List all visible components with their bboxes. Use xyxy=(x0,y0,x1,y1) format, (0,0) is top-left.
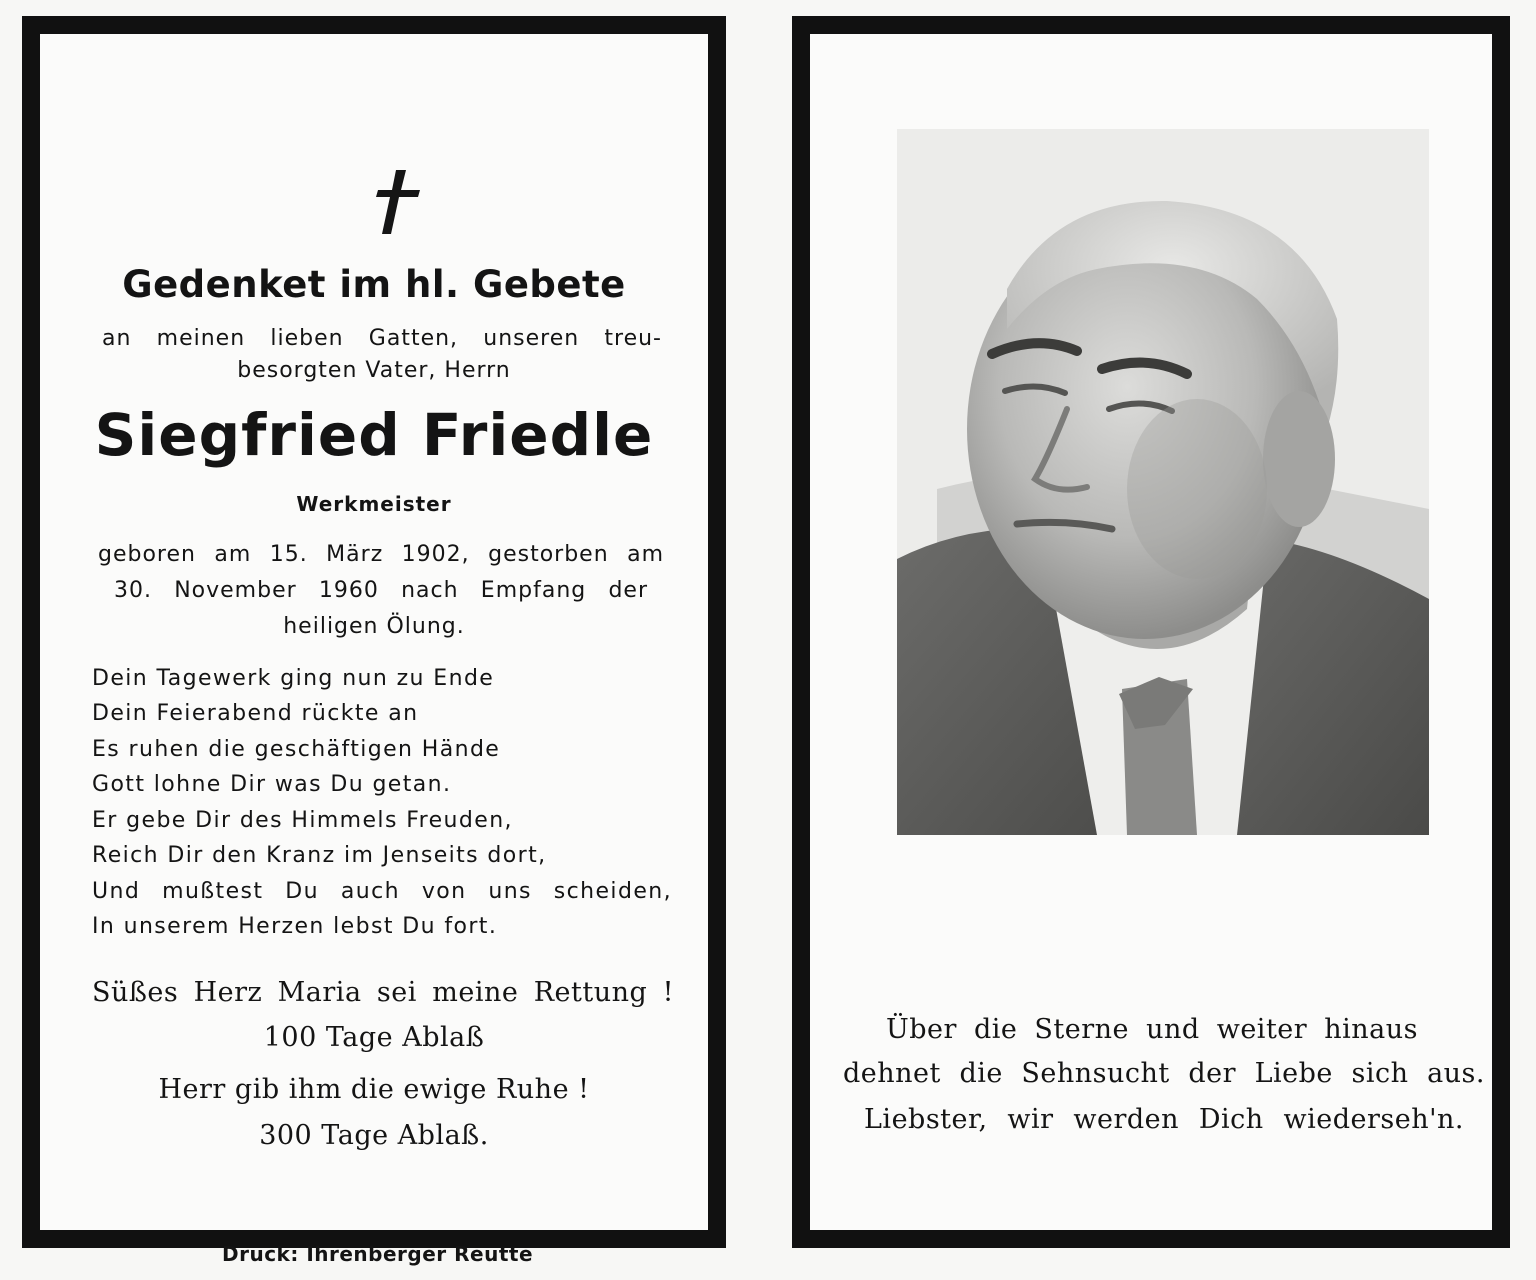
prayer-line: Süßes Herz Maria sei meine Rettung ! xyxy=(92,977,674,1008)
dates-line: heiligen Ölung. xyxy=(283,614,465,639)
dates-line: geboren am 15. März 1902, gestorben am xyxy=(98,542,664,567)
poem-line: In unserem Herzen lebst Du fort. xyxy=(92,914,498,939)
intro-line: an meinen lieben Gatten, unseren treu- xyxy=(102,326,662,351)
right-card xyxy=(792,16,1510,1248)
poem-line: Er gebe Dir des Himmels Freuden, xyxy=(92,808,513,833)
prayer-line: Herr gib ihm die ewige Ruhe ! xyxy=(158,1074,590,1105)
poem-line: Und mußtest Du auch von uns scheiden, xyxy=(92,879,672,904)
left-card xyxy=(22,16,726,1248)
verse-line: dehnet die Sehnsucht der Liebe sich aus. xyxy=(843,1058,1485,1089)
poem-line: Reich Dir den Kranz im Jenseits dort, xyxy=(92,843,547,868)
poem-line: Dein Tagewerk ging nun zu Ende xyxy=(92,666,495,691)
portrait-photo xyxy=(897,129,1429,835)
poem-line: Dein Feierabend rückte an xyxy=(92,701,419,726)
indulgence-line: 300 Tage Ablaß. xyxy=(259,1120,489,1151)
verse-line: Über die Sterne und weiter hinaus xyxy=(886,1014,1418,1045)
headline: Gedenket im hl. Gebete xyxy=(122,263,626,306)
deceased-name: Siegfried Friedle xyxy=(94,401,654,469)
intro-line: besorgten Vater, Herrn xyxy=(237,358,511,383)
dates-line: 30. November 1960 nach Empfang der xyxy=(114,578,648,603)
printer-credit: Druck: Ihrenberger Reutte xyxy=(222,1242,534,1266)
poem-line: Es ruhen die geschäftigen Hände xyxy=(92,737,501,762)
poem-line: Gott lohne Dir was Du getan. xyxy=(92,772,452,797)
occupation-title: Werkmeister xyxy=(296,492,452,516)
cross-icon xyxy=(374,170,434,234)
verse-line: Liebster, wir werden Dich wiederseh'n. xyxy=(864,1104,1464,1135)
indulgence-line: 100 Tage Ablaß xyxy=(263,1022,485,1053)
